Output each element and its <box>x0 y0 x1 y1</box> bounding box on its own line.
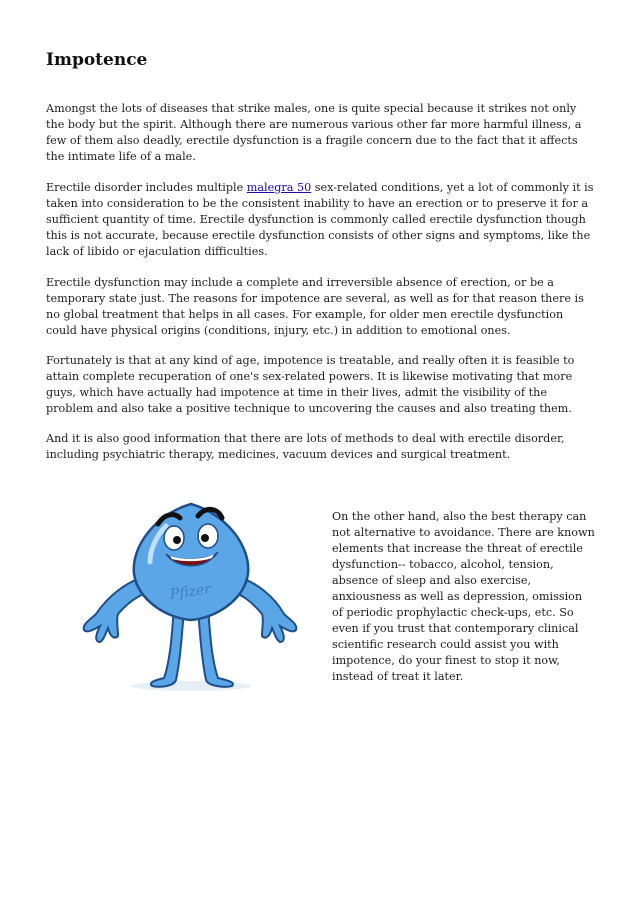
paragraph-3: Erectile dysfunction may include a complete and irreversible absence of erection, or be a temporary state just. The reasons for impotence are several, as well as for that reason there is no global treatment that helps in all cases. For example, for older men erectile dysfunction could have physical origins (conditions, injury, etc.) in addition to emotional ones. <box>46 276 584 337</box>
paragraph-4: Fortunately is that at any kind of age, impotence is treatable, and really often it is feasible to attain complete recuperation of one's sex-related powers. It is likewise motivating that more guys, which have actually had impotence at time in their lives, admit the visibility of the problem and also take a positive technique to uncovering the causes and also treating them. <box>46 354 575 415</box>
paragraph-2-text-b: sex-related conditions, yet a lot of commonly it is taken into consideration to be the consistent inability to have an erection or to preserve it for a sufficient quantity of time. Erectile dysfunction is commonly called erectile dysfunction though this is not accurate, because erectile dysfunction consists of other signs and symptoms, like the lack of libido or ejaculation difficulties. <box>46 181 594 258</box>
paragraph-5: And it is also good information that there are lots of methods to deal with erectile disorder, including psychiatric therapy, medicines, vacuum devices and surgical treatment. <box>46 432 565 461</box>
malegra-link[interactable]: malegra 50 <box>246 181 312 194</box>
mascot-right-pupil <box>201 534 209 542</box>
mascot-left-pupil <box>173 536 181 544</box>
page-title: Impotence <box>46 50 148 70</box>
pfizer-mascot-image <box>66 496 316 696</box>
mascot-logo-text: Pfizer <box>168 581 212 603</box>
side-paragraph: On the other hand, also the best therapy can not alternative to avoidance. There are known elements that increase the threat of erectile dysfunction-- tobacco, alcohol, tension, absence of sleep and also exercise, anxiousness as well as depression, omission of periodic prophylactic check-ups, etc. So even if you trust that contemporary clinical scientific research could assist you with impotence, do your finest to stop it now, instead of treat it later. <box>332 510 595 683</box>
paragraph-1: Amongst the lots of diseases that strike males, one is quite special because it strikes not only the body but the spirit. Although there are numerous various other far more harmful illness, a few of them also deadly, erectile dysfunction is a fragile concern due to the fact that it affects the intimate life of a male. <box>46 102 582 163</box>
paragraph-2-text-a: Erectile disorder includes multiple <box>46 181 247 194</box>
paragraph-2 <box>46 180 594 260</box>
